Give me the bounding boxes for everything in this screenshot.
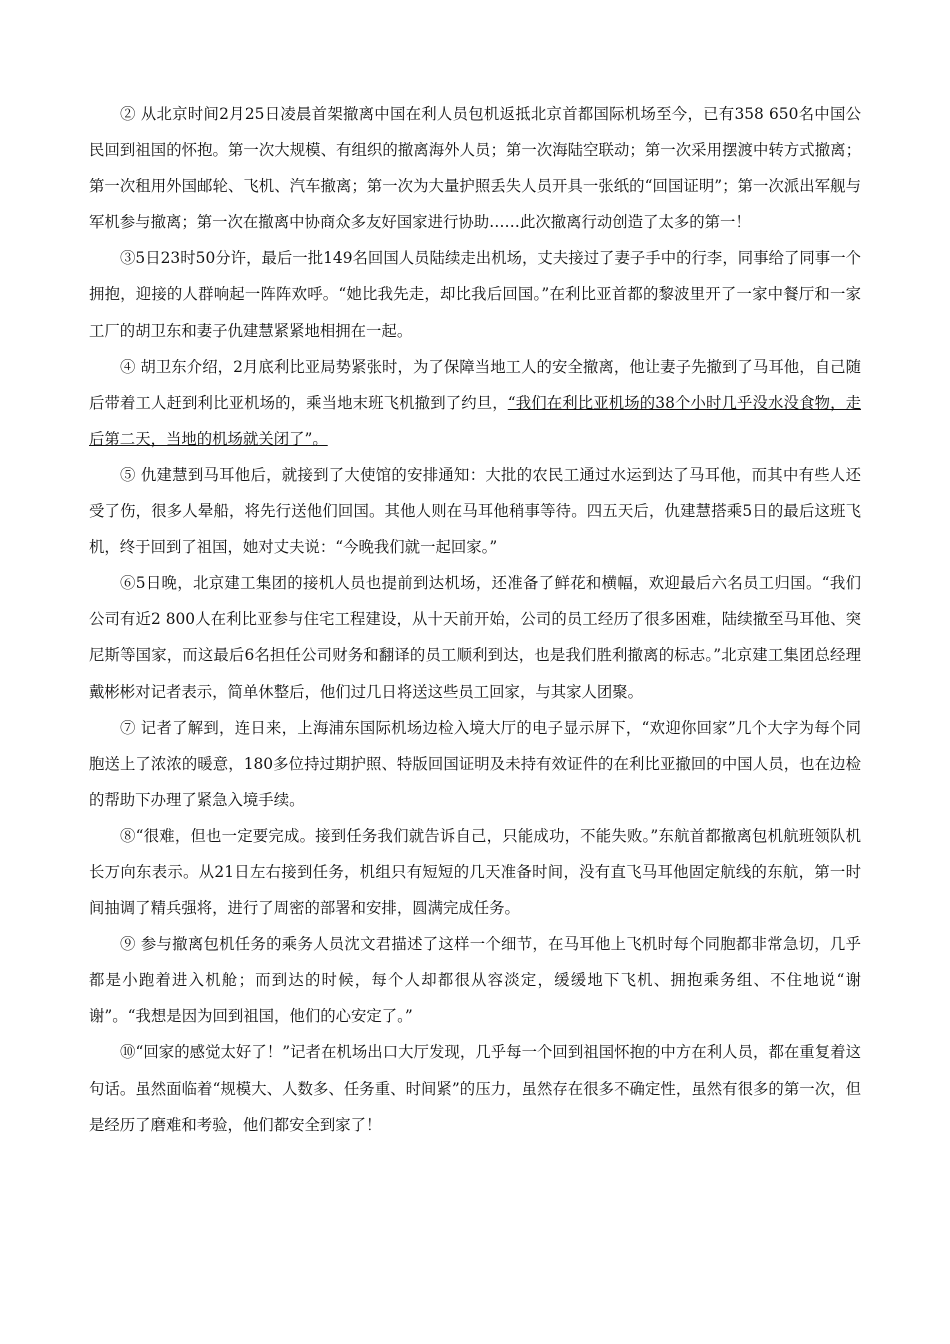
paragraph-marker: ② xyxy=(120,105,136,123)
underlined-quote: “我们在利比亚机场的38个小时几乎没水没食物，走后第二天，当地的机场就关闭了”。 xyxy=(89,393,861,448)
paragraph-marker: ③ xyxy=(120,249,136,268)
paragraph-marker: ⑨ xyxy=(120,935,136,954)
paragraph-3 xyxy=(89,240,861,348)
paragraph-text: 仇建慧到马耳他后，就接到了大使馆的安排通知：大批的农民工通过水运到达了马耳他，而其中有些人还受了伤，很多人晕船，将先行送他们回国。其他人则在马耳他稍事等待。四五天后，仇建慧搭乘5日的最后这班飞机，终于回到了祖国，她对丈夫说：“今晚我们就一起回家。” xyxy=(89,465,861,557)
document-body xyxy=(89,96,861,1143)
paragraph-marker: ⑧ xyxy=(120,826,136,845)
paragraph-marker: ⑩ xyxy=(120,1043,136,1062)
paragraph-8 xyxy=(89,818,861,926)
paragraph-text: “回家的感觉太好了！”记者在机场出口大厅发现，几乎每一个回到祖国怀抱的中方在利人员，都在重复着这句话。虽然面临着“规模大、人数多、任务重、时间紧”的压力，虽然存在很多不确定性，虽然有很多的第一次，但是经历了磨难和考验，他们都安全到家了！ xyxy=(89,1043,861,1134)
paragraph-text: 参与撤离包机任务的乘务人员沈文君描述了这样一个细节，在马耳他上飞机时每个同胞都非常急切，几乎都是小跑着进入机舱；而到达的时候，每个人却都很从容淡定，缓缓地下飞机、拥抱乘务组、不住地说“谢谢”。“我想是因为回到祖国，他们的心安定了。” xyxy=(89,935,861,1026)
paragraph-7 xyxy=(89,710,861,818)
paragraph-text: “很难，但也一定要完成。接到任务我们就告诉自己，只能成功，不能失败。”东航首都撤离包机航班领队机长万向东表示。从21日左右接到任务，机组只有短短的几天准备时间，没有直飞马耳他固定航线的东航，第一时间抽调了精兵强将，进行了周密的部署和安排，圆满完成任务。 xyxy=(89,826,861,918)
paragraph-9 xyxy=(89,926,861,1034)
paragraph-10 xyxy=(89,1034,861,1142)
paragraph-text: 记者了解到，连日来，上海浦东国际机场边检入境大厅的电子显示屏下，“欢迎你回家”几个大字为每个同胞送上了浓浓的暖意，180多位持过期护照、特版回国证明及未持有效证件的在利比亚撤回的中国人员，也在边检的帮助下办理了紧急入境手续。 xyxy=(89,718,861,809)
paragraph-text: 从北京时间2月25日凌晨首架撤离中国在利人员包机返抵北京首都国际机场至今，已有358 650名中国公民回到祖国的怀抱。第一次大规模、有组织的撤离海外人员；第一次海陆空联动；第一次采用摆渡中转方式撤离；第一次租用外国邮轮、飞机、汽车撤离；第一次为大量护照丢失人员开具一张纸的“回国证明”；第一次派出军舰与军机参与撤离；第一次在撤离中协商众多友好国家进行协助……此次撤离行动创造了太多的第一！ xyxy=(89,105,861,232)
paragraph-6 xyxy=(89,565,861,709)
paragraph-5 xyxy=(89,457,861,565)
paragraph-marker: ⑤ xyxy=(120,465,136,484)
paragraph-text: 5日晚，北京建工集团的接机人员也提前到达机场，还准备了鲜花和横幅，欢迎最后六名员工归国。“我们公司有近2 800人在利比亚参与住宅工程建设，从十天前开始，公司的员工经历了很多困难，陆续撤至马耳他、突尼斯等国家，而这最后6名担任公司财务和翻译的员工顺利到达，也是我们胜利撤离的标志。”北京建工集团总经理戴彬彬对记者表示，简单休整后，他们过几日将送这些员工回家，与其家人团聚。 xyxy=(89,574,861,701)
paragraph-text: 胡卫东介绍，2月底利比亚局势紧张时，为了保障当地工人的安全撤离，他让妻子先撤到了马耳他，自己随后带着工人赶到利比亚机场的，乘当地末班飞机撤到了约旦， xyxy=(89,357,861,412)
paragraph-marker: ⑥ xyxy=(120,574,136,593)
paragraph-text: 5日23时50分许，最后一批149名回国人员陆续走出机场，丈夫接过了妻子手中的行李，同事给了同事一个拥抱，迎接的人群响起一阵阵欢呼。“她比我先走，却比我后回国。”在利比亚首都的黎波里开了一家中餐厅和一家工厂的胡卫东和妻子仇建慧紧紧地相拥在一起。 xyxy=(89,249,861,340)
paragraph-4 xyxy=(89,349,861,457)
paragraph-marker: ④ xyxy=(120,357,136,376)
paragraph-2 xyxy=(89,96,861,240)
paragraph-marker: ⑦ xyxy=(120,718,136,737)
